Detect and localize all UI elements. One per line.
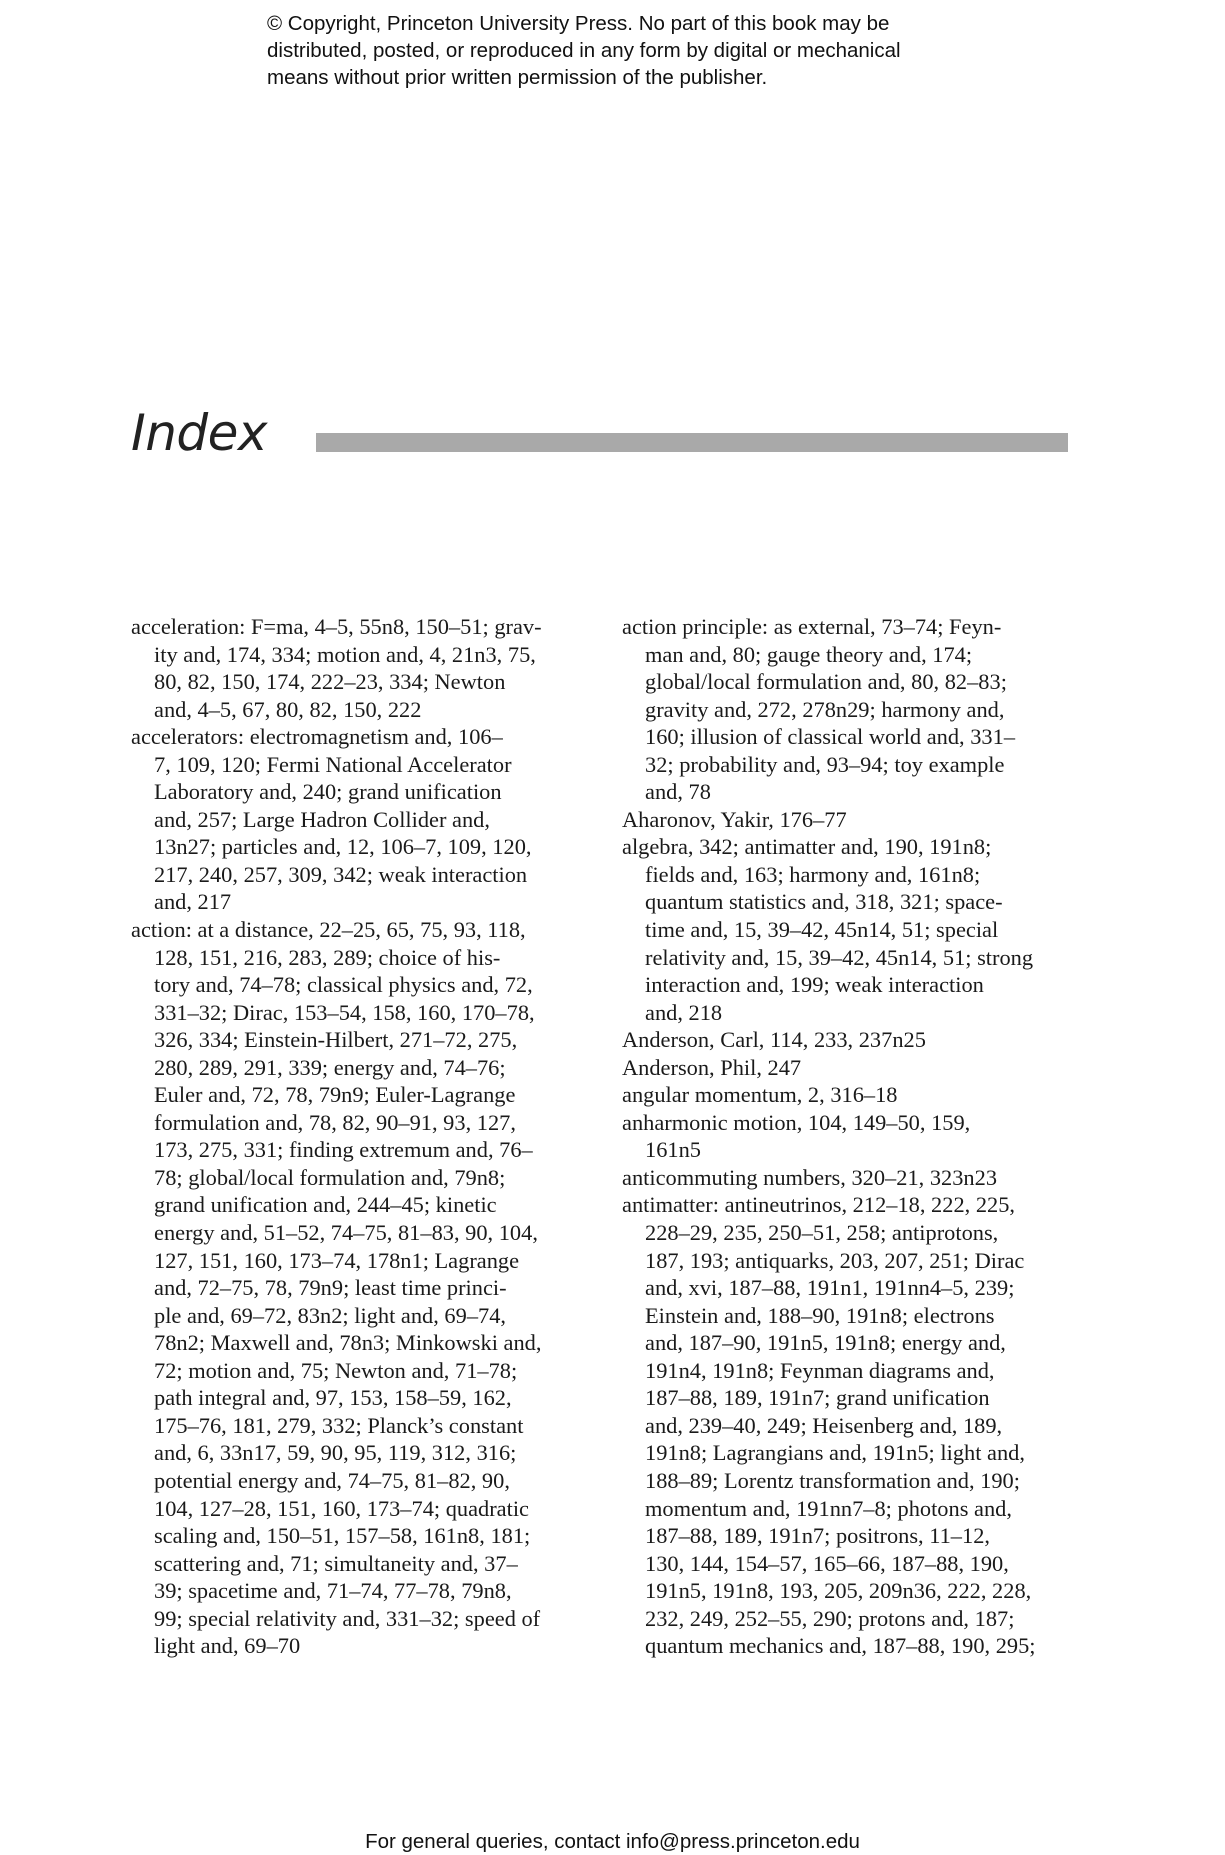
index-entry-line: algebra, 342; antimatter and, 190, 191n8; bbox=[622, 834, 992, 860]
index-entry-continuation-line: scaling and, 150–51, 157–58, 161n8, 181; bbox=[154, 1523, 531, 1549]
index-entry-continuation-line: 78; global/local formulation and, 79n8; bbox=[154, 1164, 506, 1190]
index-entry-continuation-line: interaction and, 199; weak interaction bbox=[645, 972, 984, 998]
title-rule-bar bbox=[316, 433, 1068, 452]
index-entry-continuation-line: quantum mechanics and, 187–88, 190, 295; bbox=[645, 1633, 1036, 1659]
index-entry-continuation-line: 187–88, 189, 191n7; grand unification bbox=[645, 1385, 990, 1411]
index-entry-continuation-line: 191n4, 191n8; Feynman diagrams and, bbox=[645, 1357, 995, 1383]
index-entry bbox=[131, 916, 596, 1660]
index-entry-continuation-line: 232, 249, 252–55, 290; protons and, 187; bbox=[645, 1605, 1015, 1631]
index-entry-continuation-line: 32; probability and, 93–94; toy example bbox=[645, 751, 1005, 777]
index-entry-continuation-line: scattering and, 71; simultaneity and, 37– bbox=[154, 1550, 518, 1576]
index-entry-line: Anderson, Phil, 247 bbox=[622, 1054, 802, 1080]
index-entry-continuation-line: fields and, 163; harmony and, 161n8; bbox=[645, 861, 981, 887]
index-entry-continuation-line: time and, 15, 39–42, 45n14, 51; special bbox=[645, 917, 999, 943]
index-entry-continuation-line: and, 187–90, 191n5, 191n8; energy and, bbox=[645, 1330, 1006, 1356]
index-entry bbox=[622, 1026, 1087, 1054]
index-entry bbox=[131, 723, 596, 916]
index-entry-continuation-line: momentum and, 191nn7–8; photons and, bbox=[645, 1495, 1012, 1521]
index-entry-continuation-line: Einstein and, 188–90, 191n8; electrons bbox=[645, 1302, 995, 1328]
index-entry-continuation-line: 187–88, 189, 191n7; positrons, 11–12, bbox=[645, 1523, 990, 1549]
index-entry-continuation-line: and, 78 bbox=[645, 779, 711, 805]
copyright-notice bbox=[267, 10, 1027, 91]
index-entry bbox=[131, 613, 596, 723]
index-entry-line: Anderson, Carl, 114, 233, 237n25 bbox=[622, 1027, 926, 1053]
index-entry bbox=[622, 613, 1087, 806]
index-entry bbox=[622, 833, 1087, 1026]
index-entry bbox=[622, 1081, 1087, 1109]
index-entry-continuation-line: 217, 240, 257, 309, 342; weak interaction bbox=[154, 861, 528, 887]
index-entry-continuation-line: relativity and, 15, 39–42, 45n14, 51; strong bbox=[645, 944, 1034, 970]
index-entry-line: angular momentum, 2, 316–18 bbox=[622, 1082, 898, 1108]
index-entry-continuation-line: 331–32; Dirac, 153–54, 158, 160, 170–78, bbox=[154, 999, 535, 1025]
index-entry-continuation-line: 188–89; Lorentz transformation and, 190; bbox=[645, 1467, 1020, 1493]
copyright-line: means without prior written permission of the publisher. bbox=[267, 66, 768, 89]
index-entry-continuation-line: and, xvi, 187–88, 191n1, 191nn4–5, 239; bbox=[645, 1275, 1015, 1301]
index-entry-continuation-line: quantum statistics and, 318, 321; space- bbox=[645, 889, 1003, 915]
index-entry-continuation-line: tory and, 74–78; classical physics and, 72, bbox=[154, 972, 533, 998]
index-entry-continuation-line: ple and, 69–72, 83n2; light and, 69–74, bbox=[154, 1302, 506, 1328]
index-entry-continuation-line: path integral and, 97, 153, 158–59, 162, bbox=[154, 1385, 512, 1411]
index-entry-continuation-line: 175–76, 181, 279, 332; Planck’s constant bbox=[154, 1412, 524, 1438]
index-entry bbox=[622, 806, 1087, 834]
index-entry-continuation-line: grand unification and, 244–45; kinetic bbox=[154, 1192, 497, 1218]
index-entry-continuation-line: 80, 82, 150, 174, 222–23, 334; Newton bbox=[154, 669, 506, 695]
index-entry-continuation-line: Euler and, 72, 78, 79n9; Euler-Lagrange bbox=[154, 1082, 516, 1108]
index-entry-continuation-line: global/local formulation and, 80, 82–83; bbox=[645, 669, 1007, 695]
index-entry-continuation-line: and, 217 bbox=[154, 889, 232, 915]
index-entry-continuation-line: 99; special relativity and, 331–32; speed of bbox=[154, 1605, 541, 1631]
index-entry-line: anticommuting numbers, 320–21, 323n23 bbox=[622, 1164, 998, 1190]
index-column-right bbox=[622, 613, 1087, 1660]
index-entry-continuation-line: 127, 151, 160, 173–74, 178n1; Lagrange bbox=[154, 1247, 520, 1273]
index-entry-continuation-line: man and, 80; gauge theory and, 174; bbox=[645, 641, 973, 667]
index-entry-continuation-line: 228–29, 235, 250–51, 258; antiprotons, bbox=[645, 1220, 999, 1246]
index-entry-continuation-line: and, 257; Large Hadron Collider and, bbox=[154, 806, 490, 832]
footer-contact: For general queries, contact info@press.princeton.edu bbox=[365, 1830, 860, 1853]
index-entry bbox=[622, 1109, 1087, 1164]
index-entry-continuation-line: 13n27; particles and, 12, 106–7, 109, 120, bbox=[154, 834, 532, 860]
index-entry bbox=[622, 1164, 1087, 1192]
index-entry-line: accelerators: electromagnetism and, 106– bbox=[131, 724, 503, 750]
index-entry-continuation-line: formulation and, 78, 82, 90–91, 93, 127, bbox=[154, 1109, 516, 1135]
index-entry-continuation-line: 326, 334; Einstein-Hilbert, 271–72, 275, bbox=[154, 1027, 518, 1053]
index-entry-continuation-line: 187, 193; antiquarks, 203, 207, 251; Dirac bbox=[645, 1247, 1025, 1273]
index-entry-continuation-line: and, 4–5, 67, 80, 82, 150, 222 bbox=[154, 696, 422, 722]
index-entry-continuation-line: 39; spacetime and, 71–74, 77–78, 79n8, bbox=[154, 1578, 512, 1604]
index-entry-continuation-line: 130, 144, 154–57, 165–66, 187–88, 190, bbox=[645, 1550, 1009, 1576]
index-entry-continuation-line: 78n2; Maxwell and, 78n3; Minkowski and, bbox=[154, 1330, 542, 1356]
index-entry-continuation-line: potential energy and, 74–75, 81–82, 90, bbox=[154, 1467, 510, 1493]
index-entry-continuation-line: 280, 289, 291, 339; energy and, 74–76; bbox=[154, 1054, 506, 1080]
index-entry-continuation-line: and, 6, 33n17, 59, 90, 95, 119, 312, 316; bbox=[154, 1440, 517, 1466]
copyright-line: © Copyright, Princeton University Press. No part of this book may be bbox=[267, 12, 890, 35]
index-entry-continuation-line: Laboratory and, 240; grand unification bbox=[154, 779, 502, 805]
index-column-left bbox=[131, 613, 596, 1660]
index-entry-continuation-line: 104, 127–28, 151, 160, 173–74; quadratic bbox=[154, 1495, 529, 1521]
index-entry-line: acceleration: F=ma, 4–5, 55n8, 150–51; grav- bbox=[131, 614, 542, 639]
index-entry-line: antimatter: antineutrinos, 212–18, 222, 225, bbox=[622, 1192, 1016, 1218]
index-entry-continuation-line: 128, 151, 216, 283, 289; choice of his- bbox=[154, 944, 501, 970]
index-entry-line: Aharonov, Yakir, 176–77 bbox=[622, 806, 847, 832]
index-entry-continuation-line: gravity and, 272, 278n29; harmony and, bbox=[645, 696, 1005, 722]
index-entry-continuation-line: 160; illusion of classical world and, 331– bbox=[645, 724, 1016, 750]
index-entry-continuation-line: ity and, 174, 334; motion and, 4, 21n3, 75, bbox=[154, 641, 536, 667]
index-entry-continuation-line: and, 239–40, 249; Heisenberg and, 189, bbox=[645, 1412, 1003, 1438]
index-entry-continuation-line: 191n5, 191n8, 193, 205, 209n36, 222, 228, bbox=[645, 1578, 1032, 1604]
index-entry bbox=[622, 1054, 1087, 1082]
index-entry-line: action principle: as external, 73–74; Feyn- bbox=[622, 614, 1002, 639]
index-entry-continuation-line: 173, 275, 331; finding extremum and, 76– bbox=[154, 1137, 533, 1163]
index-entry-continuation-line: 72; motion and, 75; Newton and, 71–78; bbox=[154, 1357, 518, 1383]
index-entry-continuation-line: 191n8; Lagrangians and, 191n5; light and, bbox=[645, 1440, 1025, 1466]
index-entry-continuation-line: and, 218 bbox=[645, 999, 723, 1025]
index-entry-continuation-line: 161n5 bbox=[645, 1137, 701, 1163]
copyright-line: distributed, posted, or reproduced in any form by digital or mechanical bbox=[267, 39, 901, 62]
index-entry-continuation-line: energy and, 51–52, 74–75, 81–83, 90, 104, bbox=[154, 1220, 538, 1246]
index-entry bbox=[622, 1191, 1087, 1659]
index-entry-continuation-line: and, 72–75, 78, 79n9; least time princi- bbox=[154, 1275, 507, 1301]
index-entry-line: action: at a distance, 22–25, 65, 75, 93, 118, bbox=[131, 917, 526, 943]
index-entry-line: anharmonic motion, 104, 149–50, 159, bbox=[622, 1109, 971, 1135]
index-entry-continuation-line: 7, 109, 120; Fermi National Accelerator bbox=[154, 751, 512, 777]
page-title: Index bbox=[131, 404, 268, 462]
index-entry-continuation-line: light and, 69–70 bbox=[154, 1633, 301, 1659]
